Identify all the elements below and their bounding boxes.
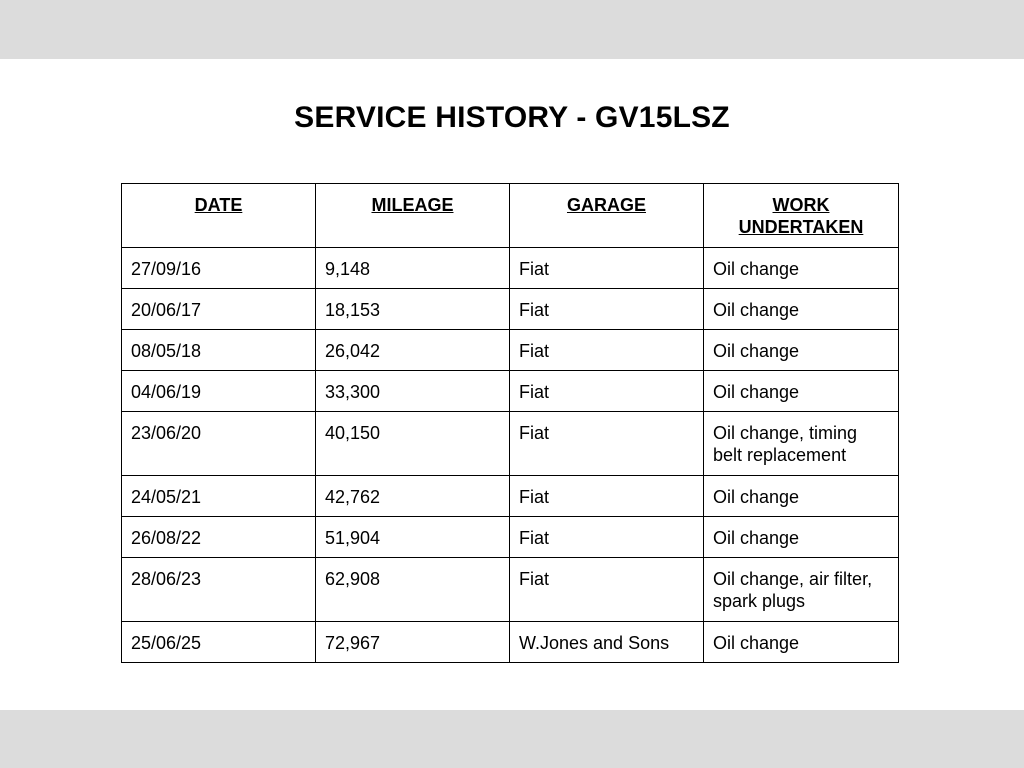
cell-mileage: 72,967 — [316, 622, 510, 663]
document-page — [0, 59, 1024, 710]
cell-date: 28/06/23 — [122, 558, 316, 622]
cell-garage: W.Jones and Sons — [510, 622, 704, 663]
cell-date: 23/06/20 — [122, 412, 316, 476]
cell-mileage: 26,042 — [316, 330, 510, 371]
column-header-date: DATE — [122, 184, 316, 248]
cell-work: Oil change — [704, 517, 899, 558]
cell-mileage: 40,150 — [316, 412, 510, 476]
cell-mileage: 18,153 — [316, 289, 510, 330]
column-header-mileage: MILEAGE — [316, 184, 510, 248]
cell-work: Oil change — [704, 330, 899, 371]
cell-work: Oil change, air filter, spark plugs — [704, 558, 899, 622]
cell-date: 27/09/16 — [122, 248, 316, 289]
cell-garage: Fiat — [510, 412, 704, 476]
cell-garage: Fiat — [510, 248, 704, 289]
cell-mileage: 42,762 — [316, 476, 510, 517]
cell-garage: Fiat — [510, 371, 704, 412]
table-row — [122, 476, 899, 517]
cell-garage: Fiat — [510, 289, 704, 330]
table-row — [122, 412, 899, 476]
cell-work: Oil change, timing belt replacement — [704, 412, 899, 476]
cell-date: 25/06/25 — [122, 622, 316, 663]
cell-date: 26/08/22 — [122, 517, 316, 558]
column-header-work-undertaken: WORK UNDERTAKEN — [704, 184, 899, 248]
cell-date: 08/05/18 — [122, 330, 316, 371]
cell-garage: Fiat — [510, 517, 704, 558]
page-title: SERVICE HISTORY - GV15LSZ — [294, 101, 730, 134]
cell-work: Oil change — [704, 622, 899, 663]
cell-date: 20/06/17 — [122, 289, 316, 330]
table-row — [122, 517, 899, 558]
cell-date: 24/05/21 — [122, 476, 316, 517]
table-row — [122, 289, 899, 330]
cell-work: Oil change — [704, 476, 899, 517]
service-history-table — [121, 183, 899, 663]
cell-work: Oil change — [704, 289, 899, 330]
cell-mileage: 51,904 — [316, 517, 510, 558]
cell-work: Oil change — [704, 371, 899, 412]
cell-garage: Fiat — [510, 330, 704, 371]
table-row — [122, 371, 899, 412]
cell-mileage: 33,300 — [316, 371, 510, 412]
cell-mileage: 62,908 — [316, 558, 510, 622]
table-row — [122, 330, 899, 371]
table-row — [122, 558, 899, 622]
cell-garage: Fiat — [510, 476, 704, 517]
column-header-garage: GARAGE — [510, 184, 704, 248]
table-row — [122, 622, 899, 663]
cell-mileage: 9,148 — [316, 248, 510, 289]
cell-date: 04/06/19 — [122, 371, 316, 412]
cell-work: Oil change — [704, 248, 899, 289]
table-row — [122, 248, 899, 289]
cell-garage: Fiat — [510, 558, 704, 622]
table-header-row — [122, 184, 899, 248]
